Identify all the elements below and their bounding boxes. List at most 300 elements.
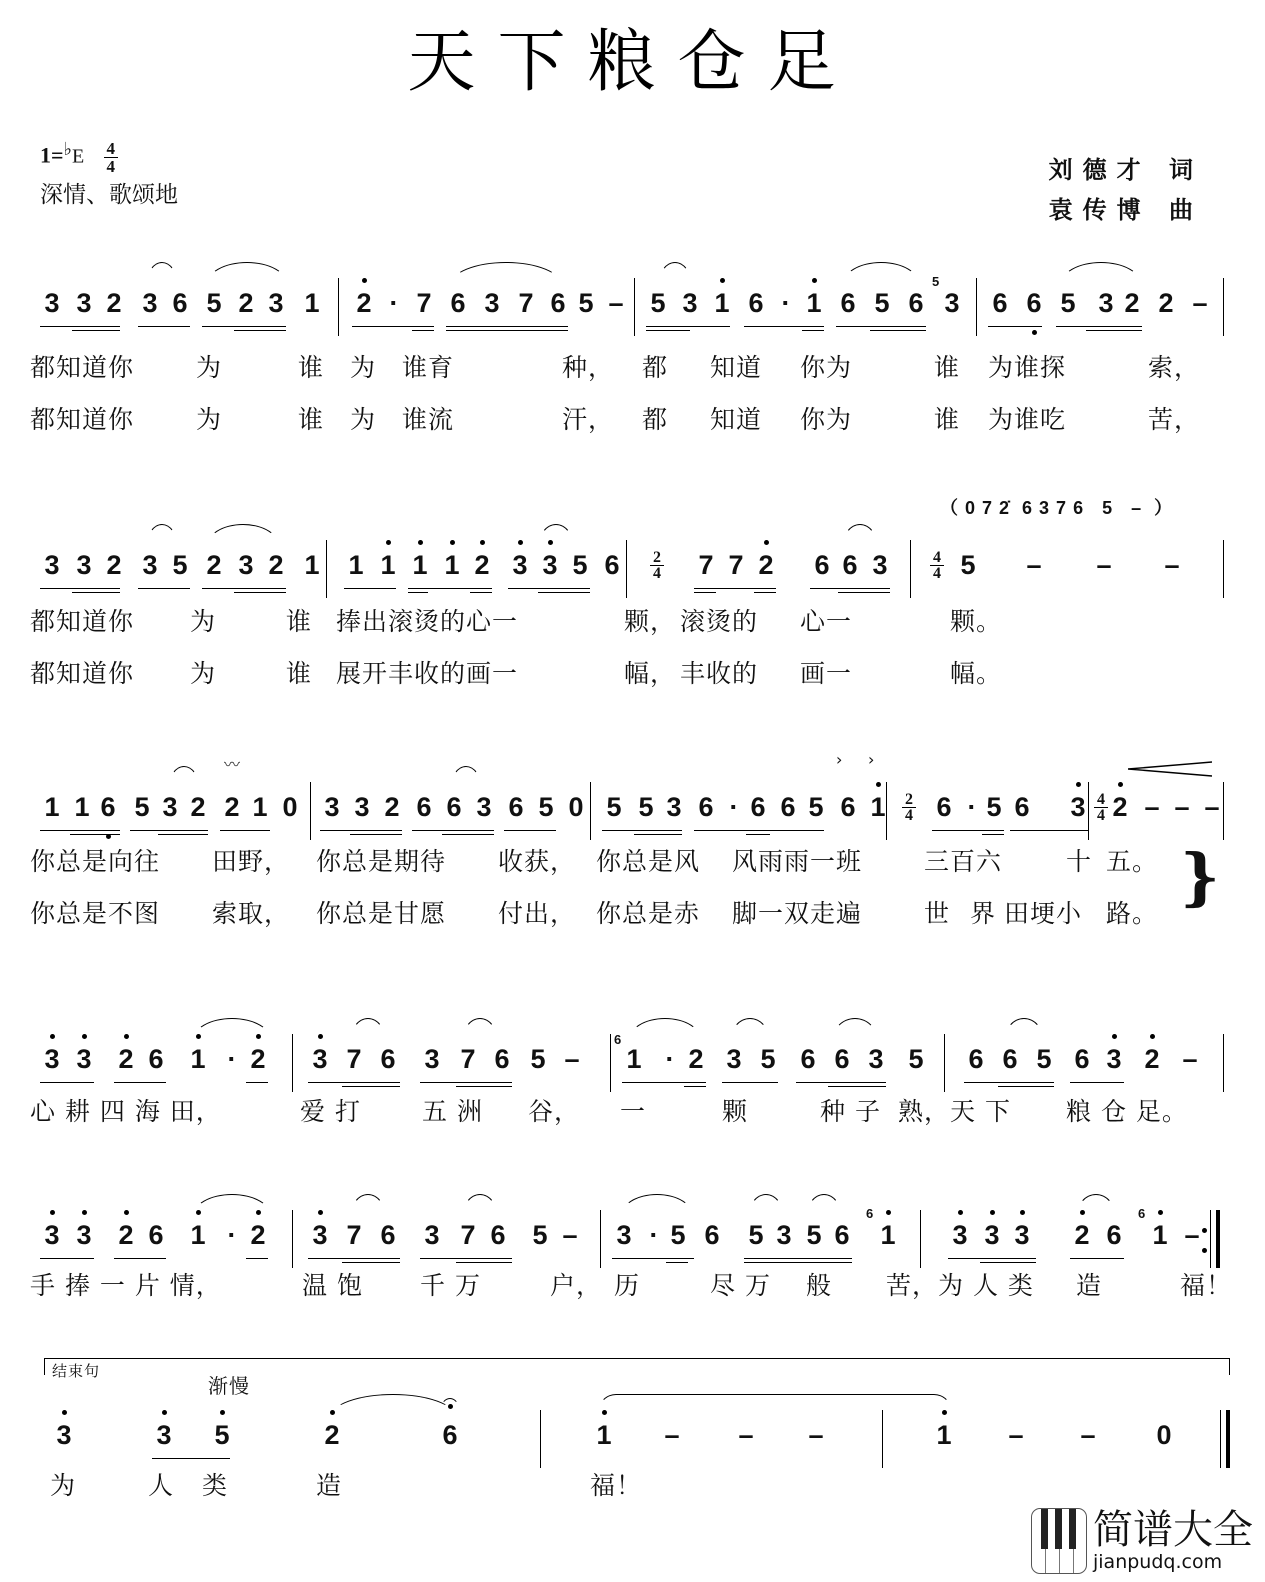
note: 6 [508,792,524,822]
octave-dot-high [50,1210,55,1215]
note: 7 [698,550,714,580]
lyric-text: 知道 [710,405,763,434]
note: 3 [726,1044,742,1074]
lyric-text: 都知道你 [30,607,135,636]
note: 1 [1148,1200,1172,1270]
underline-beam [446,326,568,327]
note: 6 [800,1044,816,1074]
barline [1223,1034,1224,1092]
lyric-text: 福！ [590,1471,643,1500]
barline [634,278,635,336]
octave-dot-high [162,1410,167,1415]
note: 6 [834,1044,850,1074]
octave-dot-high [362,278,367,283]
octave-dot-high [124,1034,129,1039]
ts-top: 2 [905,791,913,808]
time-signature-change [902,792,916,823]
octave-dot-high [958,1210,963,1215]
barline [600,1210,601,1268]
note: 2 [320,1400,344,1470]
note: 3 [40,1200,64,1270]
octave-dot-high [1118,782,1123,787]
note: 3 [1102,1024,1126,1094]
underline-beam [744,326,824,327]
staff-line [30,268,1230,338]
note: 3 [142,550,158,580]
piano-icon [1031,1508,1087,1574]
lyric-text: 手 捧 一 片 情， [30,1271,222,1300]
time-signature-change [930,550,944,581]
note: – [1080,1420,1096,1450]
slur-arc [350,1194,386,1217]
note: 3 [868,1044,884,1074]
note: 2 [106,550,122,580]
underline-beam [408,588,492,589]
underline-beam [602,830,682,831]
lyric-text: 为 [50,1471,77,1500]
slur-arc [450,262,562,285]
octave-dot-high [124,1210,129,1215]
note: 3 [538,530,562,600]
note: 3 [666,792,682,822]
octave-dot-high [82,1210,87,1215]
lyric-text: 滚烫的 [680,607,759,636]
note: 3 [354,792,370,822]
note: 6 [750,792,766,822]
note: 3 [424,1220,440,1250]
slur-arc [658,262,692,285]
lyric-text: 你总是向往 [30,847,161,876]
note: 3 [72,1200,96,1270]
flat-icon: ♭ [63,138,73,159]
lyric-text: 三百六 [924,847,1003,876]
note: 5 [172,550,188,580]
note: 3 [40,1024,64,1094]
score-row [30,1200,1233,1370]
note: 5 [638,792,654,822]
note: 2 [688,1044,704,1074]
underline-beam [138,588,190,589]
underline-beam [508,588,590,589]
lyric-text: 五 洲 [422,1097,483,1126]
score-row [30,268,1230,438]
lyric-text: 谁 [286,659,313,688]
score-row [30,750,1230,942]
slur-arc [806,1194,842,1217]
underline-beam-double [744,1262,852,1263]
note: 0 [1156,1420,1172,1450]
underline-beam [948,1258,1036,1259]
note: – [1164,550,1180,580]
barline [1088,782,1089,840]
octave-dot-high [480,540,485,545]
slur-arc [1060,262,1142,285]
lyric-text: 历 [614,1271,641,1300]
underline-beam-double [802,330,824,331]
underline-beam-double [998,1086,1054,1087]
lyric-text: 苦，为 人 类 [886,1271,1034,1300]
underline-beam-double [408,592,428,593]
note: – [1182,1044,1198,1074]
staff-line [30,498,1230,600]
octave-dot-high [720,278,725,283]
note: 2 [238,288,254,318]
barline [944,1034,945,1092]
note: 2 [754,530,778,600]
note: 2 [224,792,240,822]
barline [910,540,911,598]
underline-beam-double [538,592,590,593]
lyric-text: 画一 [800,659,853,688]
lyric-text: 造 [316,1471,343,1500]
slur-arc [538,524,574,547]
accent-icon: › [868,750,875,769]
lyric-text: 你总是风 [596,847,701,876]
underline-beam [646,326,730,327]
lyric-text: 都知道你 [30,659,135,688]
note: 6 [494,1044,510,1074]
slur-arc [330,1394,456,1417]
accent-icon: › [836,750,843,769]
barline [976,278,977,336]
octave-dot-high [1020,1210,1025,1215]
lyricist-credit: 刘德才 词 [1048,156,1203,184]
note: 1 [252,792,268,822]
note: 3 [616,1220,632,1250]
note: 2 [1124,288,1140,318]
note: 5 [206,288,222,318]
octave-dot-high [386,540,391,545]
note: 7 [416,288,432,318]
lyric-text: 尽 万 [710,1271,771,1300]
barline [1223,540,1224,598]
slur-arc [450,766,482,789]
underline-beam [202,588,286,589]
underline-beam [40,588,120,589]
underline-beam-double [72,592,120,593]
lyric-text: 捧出滚烫的心一 [336,607,519,636]
note: 5 [748,1220,764,1250]
lyric-text: 爱 打 [300,1097,361,1126]
note: 2 [114,1200,138,1270]
note: 2 [190,792,206,822]
barline [882,1410,883,1468]
lyric-text: 十 [1066,847,1093,876]
note: 1 [74,792,90,822]
underline-beam-double [412,330,434,331]
lyric-text: 都知道你 [30,405,135,434]
note: 3 [238,550,254,580]
underline-beam-double [870,330,926,331]
underline-beam-double [666,1262,688,1263]
underline-beam [202,326,286,327]
note: 5 [986,792,1002,822]
time-signature-bottom: 4 [106,157,116,176]
barline [1223,782,1224,840]
underline-beam-double [158,834,208,835]
note: 6 [148,1220,164,1250]
note: 3 [980,1200,1004,1270]
barline [920,1210,921,1268]
lyric-text: 汗， [562,405,615,434]
underline-beam-double [980,1262,1036,1263]
underline-beam [114,1258,166,1259]
tempo-change: 渐慢 [208,1374,250,1398]
final-barline-thin [1220,1410,1221,1468]
watermark-url: jianpudq.com [1093,1551,1223,1573]
interlude-notes: （ 0 7 2̇ 6 3 7 6 5 – ） [940,498,1174,518]
octave-dot-high [318,1034,323,1039]
ts-bottom: 4 [653,565,661,582]
note: 6 [704,1220,720,1250]
note: 1 [186,1024,210,1094]
note: – [564,1044,580,1074]
lyric-text: 界 [970,899,997,928]
note: 3 [484,288,500,318]
slur-arc [730,1018,770,1041]
underline-beam-double [234,330,286,331]
underline-beam [1070,1258,1124,1259]
underline-beam [612,1258,694,1259]
tempo-marking: 深情、歌颂地 [40,182,178,208]
slur-arc [842,262,920,285]
lyric-text: 谁 [934,405,961,434]
underline-beam-double [634,834,682,835]
lyric-text: 颗。 [950,607,1003,636]
underline-beam [138,326,190,327]
slur-arc [620,1194,694,1217]
lyric-text: 丰收的 [680,659,759,688]
underline-beam-double [684,1086,706,1087]
lyric-text: 风雨雨一班 [732,847,863,876]
note: 3 [476,792,492,822]
note: 3 [1010,1200,1034,1270]
underline-beam [694,588,776,589]
lyric-text: 心 耕 四 海 田， [30,1097,222,1126]
octave-dot-high [450,540,455,545]
underline-beam [352,326,434,327]
note: 5 [210,1400,234,1470]
note: 3 [52,1400,76,1470]
note: 6 [968,1044,984,1074]
lyric-text: 为 [190,607,217,636]
underline-beam [320,830,402,831]
note: 1 [932,1400,956,1470]
lyric-text: 为 [350,353,377,382]
underline-beam-double [470,592,492,593]
lyric-text: 付出， [498,899,577,928]
crescendo-icon [1128,760,1212,780]
barline [338,278,339,336]
note: 7 [346,1044,362,1074]
underline-beam [744,1258,852,1259]
underline-beam-double [754,592,776,593]
note: 6 [834,1220,850,1250]
note: – [562,1220,578,1250]
note: 5 [572,550,588,580]
slur-arc [350,1018,386,1041]
note: 2 [1070,1200,1094,1270]
lyric-text: 颗 [722,1097,749,1126]
note: 2 [1158,288,1174,318]
underline-beam [932,830,1004,831]
lyric-text: 苦， [1148,405,1201,434]
note: 6 [604,550,620,580]
note: 6 [1074,1044,1090,1074]
note: 1 [592,1400,616,1470]
note: 5 [538,792,554,822]
octave-dot-high [82,1034,87,1039]
lyric-text: 你为 [800,405,853,434]
lyric-text: 收获， [498,847,577,876]
note: 3 [268,288,284,318]
slur-arc [206,262,288,285]
time-signature-change [650,550,664,581]
barline [326,540,327,598]
note: 2 [384,792,400,822]
time-signature-change [1094,792,1108,823]
lyric-text: 粮 仓 足。 [1066,1097,1188,1126]
note: 6 [840,288,856,318]
repeat-dot [1202,1248,1207,1253]
note: 3 [948,1200,972,1270]
underline-beam [412,830,494,831]
barline [292,1210,293,1268]
note: 6 [1014,792,1030,822]
lyric-text: 为谁吃 [988,405,1067,434]
repeat-barline-thin [1210,1210,1211,1268]
octave-dot-high [876,782,881,787]
slur-arc [462,1194,498,1217]
note: 5 [874,288,890,318]
slur-arc [748,1194,784,1217]
slur-arc [146,524,178,547]
staff-line [30,1024,1230,1094]
note: 6 [380,1044,396,1074]
note: 1 [408,530,432,600]
ts-top: 4 [1097,791,1105,808]
staff-line [30,1362,1230,1470]
underline-beam-double [446,330,568,331]
underline-beam [810,588,890,589]
ending-label: 结束句 [52,1362,101,1380]
time-signature-top: 4 [106,139,116,158]
underline-beam [308,1258,400,1259]
note: 5 [578,288,594,318]
ts-top: 2 [653,549,661,566]
slur-arc [192,1194,272,1217]
lyric-text: 熟，天 下 [898,1097,1011,1126]
note: 3 [44,550,60,580]
note: 3 [152,1400,176,1470]
note: 6 [148,1044,164,1074]
note: 3 [944,288,960,318]
lyric-text: 谁育 [402,353,455,382]
octave-dot-high [1150,1034,1155,1039]
note: 3 [76,550,92,580]
score-row [30,498,1230,700]
underline-beam [722,1082,778,1083]
repeat-barline-thick [1216,1210,1220,1268]
underline-beam [220,830,270,831]
underline-beam-double [442,834,494,835]
barline [310,782,311,840]
underline-beam [504,830,556,831]
slur-arc [628,1018,702,1041]
underline-beam-double [342,1086,400,1087]
underline-beam [622,1082,706,1083]
note: 3 [324,792,340,822]
note: – [1184,1220,1200,1250]
note: 1 [186,1200,210,1270]
underline-beam [40,326,120,327]
note: 3 [776,1220,792,1250]
note: 6 [172,288,188,318]
underline-beam-double [456,1262,512,1263]
slur-arc [168,766,200,789]
note: · [649,1220,659,1250]
staff-line [30,1200,1230,1270]
note: 5 [760,1044,776,1074]
note: 2 [206,550,222,580]
lyric-text: 户， [550,1271,603,1300]
note: 5 [134,792,150,822]
slur-arc [1076,1194,1116,1217]
note: 6 [814,550,830,580]
underline-beam [246,1258,268,1259]
note: 6 [446,792,462,822]
note: 5 [806,1220,822,1250]
note: 1 [304,288,320,318]
barline [610,1034,611,1092]
lyric-text: 你为 [800,353,853,382]
note: 7 [518,288,534,318]
note: 6 [438,1400,462,1470]
underline-beam [420,1082,512,1083]
octave-dot-high [764,540,769,545]
underline-beam [1010,830,1088,831]
note: 3 [682,288,698,318]
note: 3 [1098,288,1114,318]
lyric-text: 谁 [298,353,325,382]
note: – [1144,792,1160,822]
underline-beam-double [350,834,402,835]
octave-dot-high [418,540,423,545]
octave-dot-high [62,1410,67,1415]
note: 3 [424,1044,440,1074]
underline-beam [246,1082,268,1083]
lyric-text: 都 [642,353,669,382]
note: 3 [44,288,60,318]
note: 6 [908,288,924,318]
underline-beam [836,326,926,327]
note: · [781,288,791,318]
lyric-text: 展开丰收的画一 [336,659,519,688]
barline [886,782,887,840]
note: 6 [936,792,952,822]
octave-dot-high [50,1034,55,1039]
lyric-text: 类 [202,1471,229,1500]
ts-bottom: 4 [1097,807,1105,824]
note: 1 [626,1044,642,1074]
underline-beam [40,830,120,831]
lyric-text: 索取， [212,899,291,928]
note: 3 [162,792,178,822]
note: 6 [450,288,466,318]
underline-beam-double [982,834,1004,835]
note: 7 [460,1044,476,1074]
lyric-text: 造 [1076,1271,1103,1300]
